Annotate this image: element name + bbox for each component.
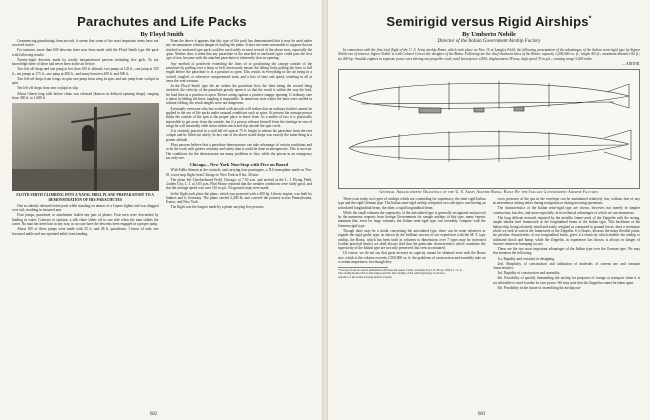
paragraph: Twenty-eight descents made by totally inexperienced persons including five girls. To my knowledge three of these had never been in the air before. bbox=[12, 57, 159, 67]
paragraph: These are the two most important advantages of the Italian type over the German type. We may also mention the following: bbox=[492, 247, 640, 256]
author-affiliation: Director of the Italian Government Airship Factory bbox=[437, 39, 541, 44]
editor-signature: — EDITOR. bbox=[622, 61, 640, 66]
paragraph: Commencing parachuting from aircraft, it seems that some of the most important items have not received notice. bbox=[12, 39, 159, 48]
plan-view-centerline bbox=[351, 145, 627, 147]
paragraph: With Eddie Stinson at the controls, and carrying four passengers, a JL6 monoplane made on Nov. 18, a non-stop flight from Chicago to New York in 8 hrs. 40 min. bbox=[165, 168, 312, 177]
page-number-right: 683 bbox=[478, 412, 486, 417]
paragraph: From the above it appears that this type of life pack has demonstrated that it may be used under any circumstances without danger of fouling the plane. It does not seem reasonable to suppose that an attached or anchored type pack could be used safely in most several of the above tests, especially the spins. Neither does it seem that any parachute of the attached or anchored types could pass the first type of test, because with the attached parachutes it inherently slow in opening. bbox=[165, 39, 312, 61]
photo-floyd-smith-plane bbox=[12, 103, 159, 191]
paragraph: Two left-off drops from wings in spin, one jump from wing in spin, and one jump from cockpit in spin. bbox=[12, 76, 159, 86]
page-number-left: 682 bbox=[150, 412, 158, 417]
airship-arrangement-drawing bbox=[338, 69, 640, 189]
right-columns bbox=[338, 197, 640, 291]
side-view-rudder bbox=[607, 84, 629, 108]
list-item: 3rd. Rapidity of construction and assembly. bbox=[497, 271, 561, 276]
left-column-1 bbox=[12, 39, 159, 237]
paragraph: Eventually everyone who has worked with aircraft will realize that an ordinary hatchet cannot be applied in the use of life packs under unusual conditions such as spins. At present the average person thinks the outside of the spin is the proper place to leave from. As a matter of fact it is practically impossible to get away from the outside, but if a person releases himself from the fuselage in rear of wings he will invariably slide down within reach and slip outside the spin circle. bbox=[165, 106, 312, 128]
list-item: 1st. Rapidity and certainty in designing. bbox=[497, 256, 555, 261]
airship-drawing-svg bbox=[339, 70, 639, 188]
paragraph: The plane left Checkerboard Field, Chicago, at 7.50 a.m. and arrived at the L. I. Flying Field, Garden City, L. I. at 5.05 p.m. Flint Hoom reported that the weather conditions were fairly good, and that the average speed was over 110 m.p.h. No ground stops were made. bbox=[165, 177, 312, 191]
section-heading-chicago-new-york: Chicago—New York Non-Stop with Five on Board bbox=[189, 162, 289, 168]
paragraph: In the Floyd Smith type the air strikes the parachute first, the lines being the second thing stretched, the velocity of the parachute greatly opens it so that the result is within the way the lead, the load then in a position to open. Before acting against a positive snappy opening. If ordinary care is taken in folding the lines, tangling is impossible. In numerous tests where the lines were stuffed in without folding, the result tangles were not dangerous. bbox=[165, 84, 312, 106]
article-title-parachutes: Parachutes and Life Packs bbox=[77, 14, 247, 29]
left-page bbox=[0, 0, 322, 420]
paragraph: Though there may be a doubt concerning the articulated type, there can be none whatever as regards the rigid girder type, as shown by the brilliant success of our experience with the M. T. type airship, the Roma, which has been built in volumes to dimensions over 7 types may be increased (within practical limits) we shall always find that the particular characteristics which constitute the superiority of the Italian type are not only preserved, but even accentuated. bbox=[338, 228, 486, 251]
right-column-2 bbox=[493, 197, 641, 291]
list-item: 2nd. Simplicity of construction and utilization of materials of current use and constant characteristics. bbox=[492, 261, 640, 271]
control-car bbox=[419, 108, 441, 113]
right-column-1 bbox=[338, 197, 486, 291]
left-columns bbox=[12, 39, 312, 237]
title-footnote-mark: * bbox=[588, 15, 592, 23]
editor-intro: In connection with the first trial flight of the U. S. Army airship Roma, which took place on Nov. 15 at Langley Field, the following presentation of the advantages of the Italian semi-rigid type by Signor Nobile are of interest. Signor Nobile is with Colonel Crocco the designer of the Roma. Following are the chief characteristics of the Roma: capacity 1,200,000 cu. ft.; length 410 ft.; maximum diameter 82 ft.; six 400 hp. Ansaldo engines in separate power cars driving one propeller each; total horsepower 2,400; displacement 38 tons; high speed 70 m.p.h.; cruising range 5,000 miles. bbox=[338, 48, 640, 61]
left-column-2 bbox=[166, 39, 313, 237]
paragraph: There exist today two types of airships which are contending for supremacy: the semi-rigid Italian type and the rigid German type. The Italian semi-rigid airship comprises two sub-types: one having an articulated longitudinal beam, the other, a rigid longitudinal beam. bbox=[338, 196, 486, 210]
plan-view-envelope bbox=[349, 132, 629, 160]
footnote: * Excerpt from an article published in Rivista del Genio Civile, translated by Col. Flora, Office C. S. A. bbox=[338, 267, 463, 272]
paragraph: Most persons believe that a parachute demonstrator can take advantage of certain conditions and so do the work with greater certainty and safety than it could be done in emergencies. This is not true. The conditions for the demonstrator are many problems to face, while the person in an emergency has only one. bbox=[165, 142, 312, 160]
paragraph: Of course, we do not say that great increase in capacity cannot be obtained even with the Roma size, which is the volume exceeds 2,500,000 cu. ft. the problems of construction and assembly take on a certain importance, but though they bbox=[338, 251, 486, 265]
photo-wing-edge bbox=[71, 113, 131, 123]
photo-figure bbox=[82, 125, 94, 151]
photo-caption: FLOYD SMITH CLIMBING INTO A NAVAL MB3L PLANE PREPARATORY TO A DEMONSTRATION OF HIS PARACHUTES bbox=[16, 193, 155, 202]
airship-plan-view bbox=[349, 130, 631, 162]
paragraph: One accidently released entire pack while standing on tarmac of a Lepere fighter and was dragged over tail, resulting in incurred arm. bbox=[12, 203, 159, 213]
footnote: The airship Roma will be the largest and the first airship of the semi-rigid type in service. bbox=[338, 271, 446, 276]
list-item: 5th. Possibility in the future of assembling the airship out- bbox=[497, 285, 582, 290]
photo-ground bbox=[12, 169, 159, 191]
paragraph: While the small volumes the superiority of the articulated type is generally recognized and proved by the numerous requests from foreign Governments for sample airships of this type, many experts maintain that, even for large volumes, the Italian semi-rigid type can favorably compare with the German rigid type. bbox=[338, 210, 486, 228]
side-view-envelope bbox=[349, 83, 629, 108]
list-item: 4th. Possibility of quickly dismantling the airship for purposes of storage or transport when it is not advisable to send it under its own power. We may note that the Zeppelin cannot be taken apart. bbox=[492, 276, 640, 285]
figure-caption: General Arrangement Drawings of the U. S. Army Airship Roma, Built By the Italian Government Airship Factory bbox=[379, 189, 599, 194]
airship-side-view bbox=[349, 81, 629, 113]
paragraph: About fifteen long falls before chute was released (known as delayed opening drops), ranging from 300 ft. to 1,600 ft. bbox=[12, 91, 159, 100]
paragraph: Two left off drops and one jump at less than 100 ft. altitude, two jumps at 125 ft., one jump at 150 ft., ten jumps at 175 ft., one jump at 200 ft., and many between 200 ft. and 500 ft. bbox=[12, 67, 159, 76]
paragraph: Ten left off drops from rear cockpit in slip. bbox=[17, 86, 79, 91]
engine-car-2 bbox=[514, 107, 524, 111]
right-intro-columns bbox=[338, 48, 640, 67]
byline-floyd-smith: By Floyd Smith bbox=[140, 31, 184, 38]
paragraph: The characteristics of the Italian semi-rigid type are shown, however, not merely in simpler construction, but also, and more especially, in its technical advantages of which we can enumerate. bbox=[492, 206, 640, 215]
article-title-airships bbox=[338, 14, 640, 29]
paragraph: The flight was the longest made by a plane carrying five persons. bbox=[170, 205, 265, 210]
paragraph: cross presence of the gas in the envelope can be maintained relatively low, without fear of any inconvenience arising either during navigation or during mooring operations. bbox=[492, 196, 640, 206]
paragraph: Any method of positively extending the lines of or positioning the canopy outside of the parachute by pulling over a hoop or bell, necessarily means the falling body pulling the lines to full length before the parachute is in a position to open. This results in everything in the air being in a twisted, tangled, or otherwise compromised state, and a loss of time and speed, resulting in all at times the vent vacuum. bbox=[165, 61, 312, 83]
byline-umberto-nobile: By Umberto Nobile bbox=[462, 31, 516, 38]
right-page bbox=[328, 0, 650, 420]
footnote: Another of the series is being built for Spain. bbox=[338, 274, 393, 279]
title-text: Semirigid versus Rigid Airships bbox=[386, 14, 589, 29]
paragraph: It is certainly practical in a stall fall off spin at 75 ft. height to release his parachute from the rear cockpit and be lifted out safely. In fact one of the above noted drops was exactly the same thing at a greater altitude. bbox=[165, 129, 312, 142]
paragraph: Four jumps, parachute or attachment fouled any part of planes. Four men were descended by landing in water. Contrary to opinion, a silk chute slides off to one side when the man strikes the water. No man has been hurt in any way, in no case have the descents been engaged in a proper jump. bbox=[12, 213, 159, 227]
intro-column bbox=[338, 48, 640, 67]
paragraph: The long delicate network required by the metallic frame-work of the Zeppelin with the strong, simple tubular keel framework as the longitudinal beam of the Italian type. This backbone of the Italian ship, being relatively small and easily weighed as compared to ground forces, have a resistance which we seek in vain in the framework of the Zeppelin. It is elastic, because the many flexible joints, the peculiar characteristic of our longitudinal beam, gives it a elasticity which enables the airship to withstand shock and bump, while the Zeppelin, as experience has shown, is always in danger of fracture whenever bumping occurs. bbox=[492, 215, 640, 246]
paragraph: For instance, more than 600 descents have now been made with the Floyd Smith type life pack with following results: bbox=[12, 48, 159, 57]
paragraph: In the flight took place the plane, which was powered with a 400 hp. Liberty engine, was built by Junkers and is Germany. The plane carried 2,200 lb. and covered the journey across Pennsylvania, France, and New York. bbox=[165, 191, 312, 205]
engine-car-1 bbox=[474, 108, 484, 112]
paragraph: About 100 of these jumps were made with 25 ft. and 28 ft. parachutes. I know of only one fractured ankle and one sprained ankle from landing. bbox=[12, 227, 159, 236]
